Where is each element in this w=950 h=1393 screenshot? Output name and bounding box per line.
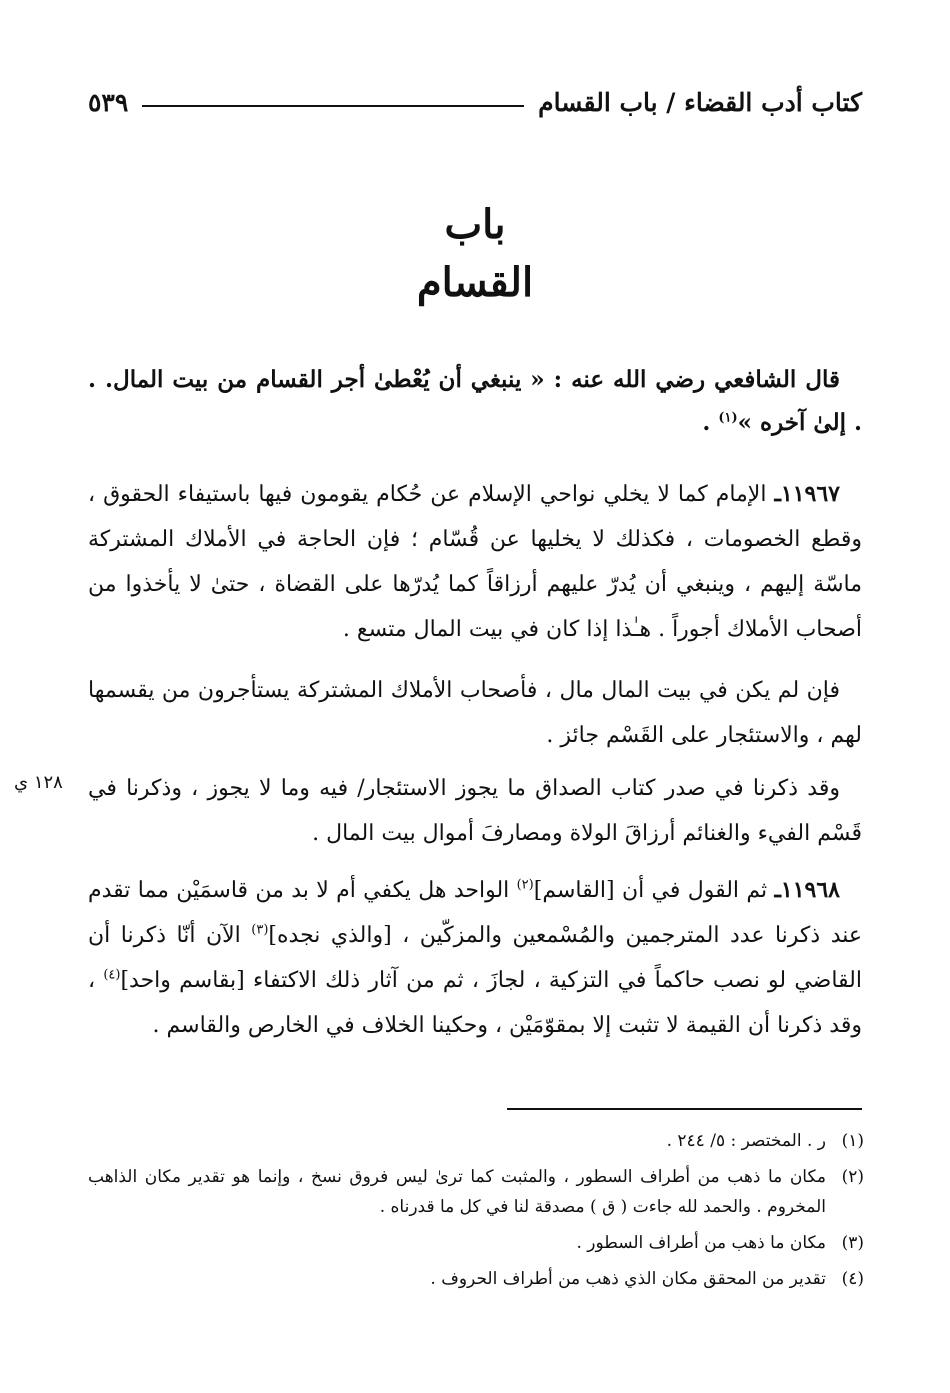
quote-end: . — [702, 409, 719, 436]
footnote-1 — [88, 1126, 864, 1156]
footnote-number: (٣) — [841, 1233, 864, 1253]
paragraph-text-3: الآن أنّا ذكرنا أن القاضي لو نصب حاكماً في التزكية ، لجازَ ، ثم من آثار ذلك الاكتفاء [بقاسم واحد] — [88, 923, 862, 993]
shafii-quote — [88, 358, 862, 444]
footnote-ref-4: (٤) — [103, 967, 121, 983]
running-header — [88, 82, 862, 122]
footnote-ref-3: (٣) — [251, 922, 269, 938]
paragraph-11968 — [88, 868, 862, 1048]
footnote-text: مكان ما ذهب من أطراف السطور . — [576, 1233, 826, 1253]
footnote-text: مكان ما ذهب من أطراف السطور ، والمثبت كما ترىٰ ليس فروق نسخ ، وإنما هو تقدير مكان الذاهب المخروم . والحمد لله جاءت ( ق ) مصدقة لنا في كل ما قدرناه . — [88, 1167, 826, 1217]
footnote-ref-2: (٢) — [516, 877, 534, 893]
paragraph-text: الإمام كما لا يخلي نواحي الإسلام عن حُكام يقومون فيها باستيفاء الحقوق ، وقطع الخصومات ، فكذلك لا يخليها عن قُسّام ؛ فإن الحاجة في الأملاك المشتركة ماسّة إليهم ، وينبغي أن يُدرّ عليهم أرزاقاً كما يُدرّها على القضاة ، حتىٰ لا يأخذوا من أصحاب الأملاك أجوراً . هـٰذا إذا كان في بيت المال متسع . — [88, 482, 862, 642]
paragraph-number: ١١٩٦٧ـ — [774, 481, 840, 507]
paragraph-11967 — [88, 472, 862, 652]
quote-text: قال الشافعي رضي الله عنه : « ينبغي أن يُعْطىٰ أجر القسام من بيت المال. . . إلىٰ آخره » — [88, 366, 862, 436]
paragraph-text: وقد ذكرنا في صدر كتاب الصداق ما يجوز الاستئجار/ فيه وما لا يجوز ، وذكرنا في قَسْم الفيء والغنائم أرزاقَ الولاة ومصارفَ أموال بيت المال . — [88, 776, 862, 846]
footnote-4 — [88, 1264, 864, 1294]
footnote-number: (٢) — [841, 1167, 864, 1187]
paragraph-text: فإن لم يكن في بيت المال مال ، فأصحاب الأملاك المشتركة يستأجرون من يقسمها لهم ، والاستئجار على القَسْم جائز . — [88, 678, 862, 748]
paragraph-sadaq-reference — [88, 766, 862, 856]
margin-folio-note: ١٢٨ ي — [14, 772, 63, 793]
paragraph-text-2: الواحد هل يكفي أم لا بد من قاسمَيْن مما تقدم عند ذكرنا عدد المترجمين والمُسْمعين والمزكّين ، [والذي نجده] — [88, 878, 863, 948]
chapter-title — [0, 196, 950, 312]
footnotes — [88, 1126, 864, 1300]
footnote-number: (١) — [841, 1131, 864, 1151]
paragraph-number: ١١٩٦٨ـ — [774, 877, 840, 903]
chapter-title-line2: القسام — [416, 259, 534, 306]
running-title: كتاب أدب القضاء / باب القسام — [538, 87, 862, 117]
footnote-text: تقدير من المحقق مكان الذي ذهب من أطراف الحروف . — [430, 1269, 826, 1289]
footnote-number: (٤) — [841, 1269, 864, 1289]
paragraph-bayt-al-mal — [88, 668, 862, 758]
paragraph-text-1: ثم القول في أن [القاسم] — [533, 878, 775, 903]
footnote-ref-1: (١) — [718, 410, 738, 426]
footnote-text: ر . المختصر : ٥/ ٢٤٤ . — [666, 1131, 826, 1151]
page-number: ٥٣٩ — [88, 87, 129, 117]
footnote-separator — [507, 1108, 862, 1110]
chapter-title-line1: باب — [444, 201, 506, 248]
paragraph-text-4: ، وقد ذكرنا أن القيمة لا تثبت إلا بمقوّمَيْن ، وحكينا الخلاف في الخارص والقاسم . — [88, 968, 862, 1038]
footnote-2 — [88, 1162, 864, 1222]
footnote-3 — [88, 1228, 864, 1258]
header-rule — [142, 105, 524, 107]
